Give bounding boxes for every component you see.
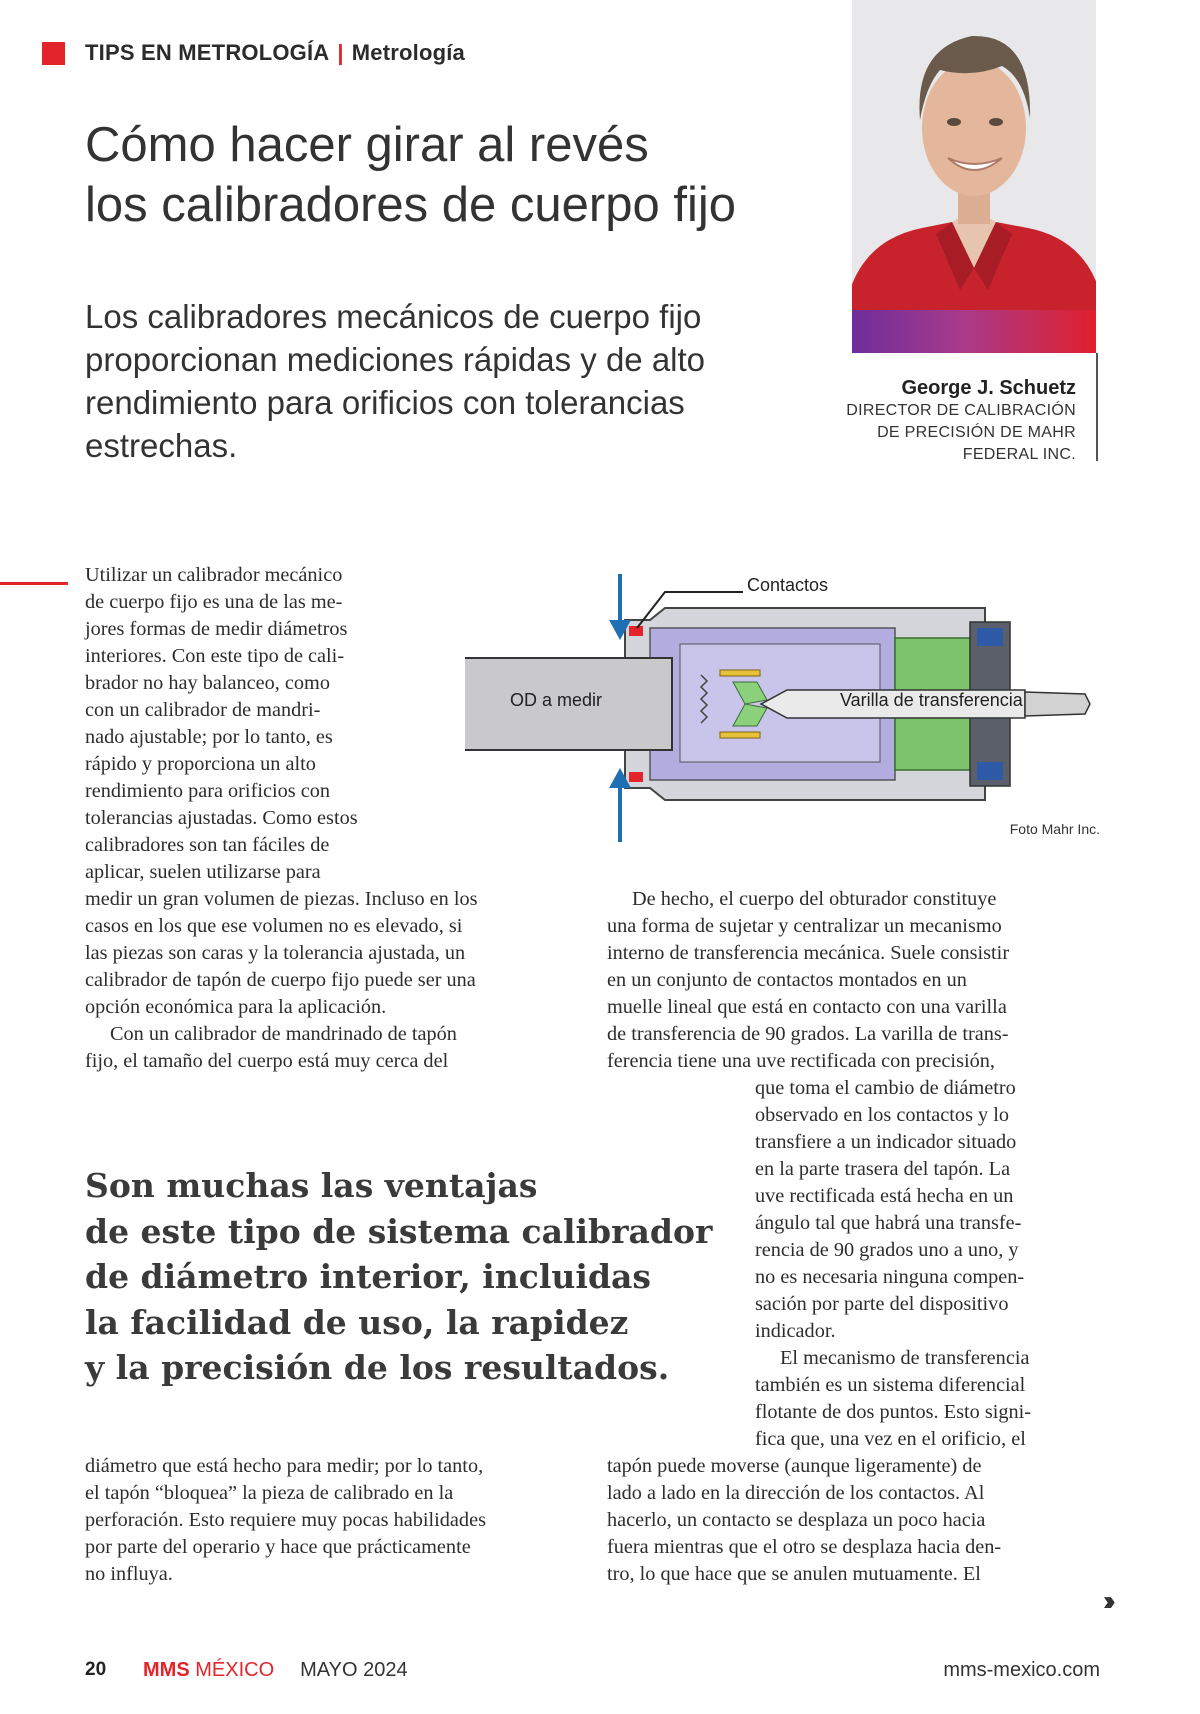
text-line: con un calibrador de mandri- <box>85 699 321 721</box>
dek-line: estrechas. <box>85 427 238 464</box>
text-line: medir un gran volumen de piezas. Incluso en los <box>85 888 478 910</box>
text-line: interiores. Con este tipo de cali- <box>85 645 345 667</box>
author-divider <box>1096 353 1098 461</box>
brand-bold: MMS <box>143 1659 190 1681</box>
text-line: casos en los que ese volumen no es elevado, si <box>85 915 463 937</box>
text-line: De hecho, el cuerpo del obturador constituye <box>632 888 997 910</box>
text-line: tolerancias ajustadas. Como estos <box>85 807 358 829</box>
text-line: perforación. Esto requiere muy pocas habilidades <box>85 1509 486 1531</box>
text-line: de transferencia de 90 grados. La varilla de trans- <box>607 1023 1009 1045</box>
article-title <box>85 115 785 235</box>
author-role-line: DIRECTOR DE CALIBRACIÓN <box>846 402 1076 419</box>
dek-line: Los calibradores mecánicos de cuerpo fijo <box>85 298 702 335</box>
page-number: 20 <box>85 1659 107 1680</box>
text-line: transfiere a un indicador situado <box>755 1131 1017 1153</box>
issue-date: MAYO 2024 <box>300 1659 408 1681</box>
dek-line: rendimiento para orificios con tolerancias <box>85 384 685 421</box>
article-dek <box>85 295 725 467</box>
text-line: tapón puede moverse (aunque ligeramente) de <box>607 1455 982 1477</box>
pull-quote <box>85 1163 725 1391</box>
text-line: en un conjunto de contactos montados en un <box>607 969 967 991</box>
section-kicker <box>85 40 465 66</box>
pull-quote-line: y la precisión de los resultados. <box>85 1348 670 1387</box>
author-portrait-illustration <box>852 0 1096 353</box>
text-line: no influya. <box>85 1563 173 1585</box>
label-transfer-rod: Varilla de transferencia <box>840 690 1023 710</box>
pull-quote-line: la facilidad de uso, la rapidez <box>85 1302 629 1342</box>
text-line: lado a lado en la dirección de los contactos. Al <box>607 1482 985 1504</box>
text-line: indicador. <box>755 1320 836 1342</box>
text-line: de cuerpo fijo es una de las me- <box>85 591 343 613</box>
text-line: El mecanismo de transferencia <box>780 1347 1030 1369</box>
brand-rest: MÉXICO <box>189 1659 275 1681</box>
text-line: una forma de sujetar y centralizar un mecanismo <box>607 915 1002 937</box>
text-line: el tapón “bloquea” la pieza de calibrado en la <box>85 1482 454 1504</box>
text-line: rencia de 90 grados uno a uno, y <box>755 1239 1019 1261</box>
text-line: nado ajustable; por lo tanto, es <box>85 726 333 748</box>
text-line: las piezas son caras y la tolerancia ajustada, un <box>85 942 466 964</box>
text-line: calibrador de tapón de cuerpo fijo puede ser una <box>85 969 476 991</box>
text-line: fuera mientras que el otro se desplaza hacia den- <box>607 1536 1002 1558</box>
text-line: también es un sistema diferencial <box>755 1374 1026 1396</box>
pull-quote-line: Son muchas las ventajas <box>85 1166 538 1205</box>
label-od: OD a medir <box>510 690 603 710</box>
text-line: observado en los contactos y lo <box>755 1104 1010 1126</box>
column-accent-rule <box>0 582 68 585</box>
continue-arrow-icon: ›› <box>1103 1585 1110 1616</box>
text-line: fijo, el tamaño del cuerpo está muy cerca del <box>85 1050 449 1072</box>
label-contacts: Contactos <box>747 575 829 595</box>
kicker-label: TIPS EN METROLOGÍA <box>85 40 330 65</box>
text-line: Utilizar un calibrador mecánico <box>85 564 343 586</box>
section-marker <box>42 42 65 65</box>
text-line: hacerlo, un contacto se desplaza un poco hacia <box>607 1509 986 1531</box>
text-line: ferencia tiene una uve rectificada con precisión, <box>607 1050 995 1072</box>
text-line: rendimiento para orificios con <box>85 780 330 802</box>
magazine-brand <box>143 1659 408 1682</box>
text-line: calibradores son tan fáciles de <box>85 834 330 856</box>
text-line: ángulo tal que habrá una transfe- <box>755 1212 1022 1234</box>
text-line: no es necesaria ninguna compen- <box>755 1266 1025 1288</box>
text-line: por parte del operario y hace que prácticamente <box>85 1536 471 1558</box>
text-line: aplicar, suelen utilizarse para <box>85 861 321 883</box>
text-line: sación por parte del dispositivo <box>755 1293 1009 1315</box>
text-line: flotante de dos puntos. Esto signi- <box>755 1401 1032 1423</box>
photo-credit: Foto Mahr Inc. <box>1009 821 1100 837</box>
pull-quote-line: de este tipo de sistema calibrador <box>85 1211 713 1251</box>
text-line: diámetro que está hecho para medir; por lo tanto, <box>85 1455 484 1477</box>
text-line: rápido y proporciona un alto <box>85 753 316 775</box>
dek-line: proporcionan mediciones rápidas y de alto <box>85 341 706 378</box>
text-line: en la parte trasera del tapón. La <box>755 1158 1011 1180</box>
title-line: Cómo hacer girar al revés <box>85 118 649 172</box>
text-line: que toma el cambio de diámetro <box>755 1077 1016 1099</box>
author-role-line: DE PRECISIÓN DE MAHR <box>877 424 1076 441</box>
text-line: brador no hay balanceo, como <box>85 672 330 694</box>
text-line: opción económica para la aplicación. <box>85 996 387 1018</box>
text-line: jores formas de medir diámetros <box>85 618 348 640</box>
section-label: Metrología <box>351 40 465 65</box>
plug-gauge-diagram <box>465 570 1105 850</box>
pull-quote-line: de diámetro interior, incluidas <box>85 1257 651 1296</box>
kicker-separator: | <box>337 40 344 65</box>
photo-color-band <box>852 310 1096 353</box>
text-line: interno de transferencia mecánica. Suele consistir <box>607 942 1010 964</box>
website-link[interactable]: mms-mexico.com <box>943 1659 1100 1681</box>
text-line: fica que, una vez en el orificio, el <box>755 1428 1026 1450</box>
text-line: Con un calibrador de mandrinado de tapón <box>110 1023 457 1045</box>
title-line: los calibradores de cuerpo fijo <box>85 178 736 232</box>
text-line: muelle lineal que está en contacto con una varilla <box>607 996 1007 1018</box>
text-line: tro, lo que hace que se anulen mutuamente. El <box>607 1563 981 1585</box>
author-photo <box>852 0 1096 353</box>
author-role-line: FEDERAL INC. <box>962 446 1076 463</box>
author-name: George J. Schuetz <box>901 377 1076 399</box>
text-line: uve rectificada está hecha en un <box>755 1185 1014 1207</box>
